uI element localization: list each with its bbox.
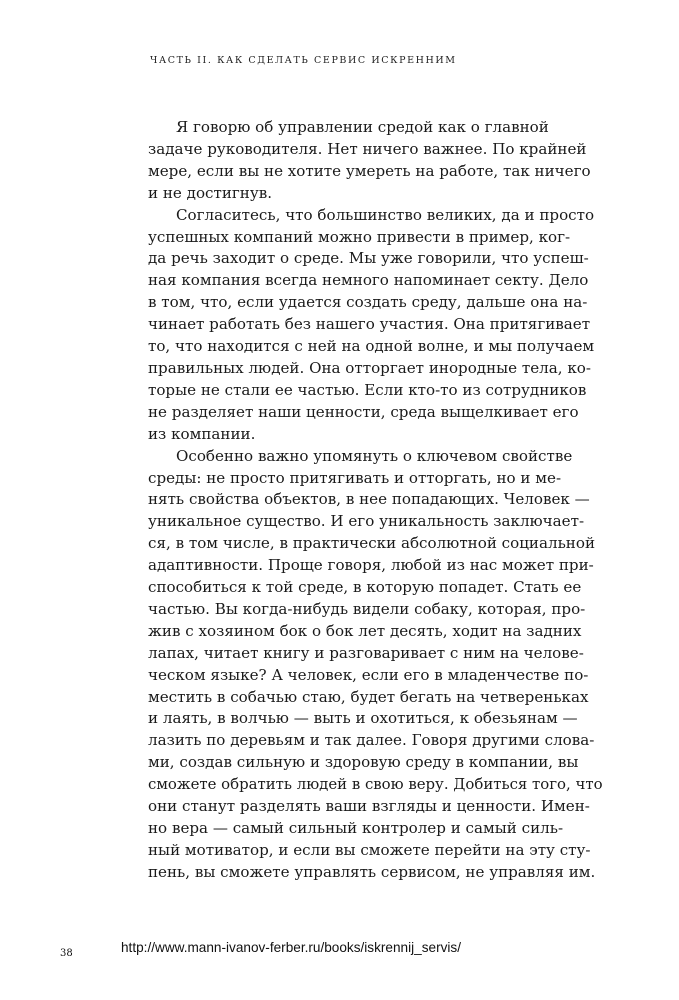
text-line: и лаять, в волчью — выть и охотиться, к обезьянам — bbox=[148, 709, 578, 728]
text-line: Я говорю об управлении средой как о главной bbox=[176, 118, 549, 136]
text-line: лазить по деревьям и так далее. Говоря другими слова- bbox=[148, 731, 595, 750]
text-line: ческом языке? А человек, если его в младенчестве по- bbox=[148, 665, 589, 684]
text-line: Согласитесь, что большинство великих, да и просто bbox=[176, 205, 595, 224]
text-line: жив с хозяином бок о бок лет десять, ходит на задних bbox=[148, 621, 582, 640]
text-line: местить в собачью стаю, будет бегать на четвереньках bbox=[148, 687, 589, 706]
text-line: адаптивности. Проще говоря, любой из нас может при- bbox=[148, 556, 594, 575]
text-line: Особенно важно упомянуть о ключевом свойстве bbox=[176, 446, 573, 465]
text-line: ми, создав сильную и здоровую среду в компании, вы bbox=[148, 753, 579, 772]
text-line: ный мотиватор, и если вы сможете перейти на эту сту- bbox=[148, 840, 591, 859]
text-line: правильных людей. Она отторгает инородные тела, ко- bbox=[148, 358, 591, 377]
text-line: ся, в том числе, в практически абсолютной социальной bbox=[148, 534, 595, 553]
text-line: не разделяет наши ценности, среда выщелкивает его bbox=[148, 402, 579, 421]
text-line: да речь заходит о среде. Мы уже говорили, что успеш- bbox=[148, 249, 589, 268]
text-line: нять свойства объектов, в нее попадающих. Человек — bbox=[148, 490, 590, 509]
text-line: ная компания всегда немного напоминает секту. Дело bbox=[148, 271, 589, 290]
text-line: мере, если вы не хотите умереть на работе, так ничего bbox=[148, 161, 591, 180]
text-line: в том, что, если удается создать среду, дальше она на- bbox=[148, 293, 588, 312]
text-line: пень, вы сможете управлять сервисом, не управляя им. bbox=[148, 862, 596, 881]
text-line: но вера — самый сильный контролер и самый силь- bbox=[148, 819, 564, 837]
text-line: из компании. bbox=[148, 424, 256, 443]
text-line: лапах, читает книгу и разговаривает с ним на челове- bbox=[148, 643, 584, 662]
page-number: 38 bbox=[60, 948, 73, 959]
text-line: торые не стали ее частью. Если кто-то из сотрудников bbox=[148, 380, 587, 399]
text-line: среды: не просто притягивать и отторгать, но и ме- bbox=[148, 468, 562, 487]
text-line: задаче руководителя. Нет ничего важнее. По крайней bbox=[148, 139, 587, 158]
text-line: они станут разделять ваши взгляды и ценности. Имен- bbox=[148, 797, 590, 816]
text-line: успешных компаний можно привести в пример, ког- bbox=[148, 227, 571, 246]
text-line: и не достигнув. bbox=[148, 183, 273, 202]
text-line: частью. Вы когда-нибудь видели собаку, которая, про- bbox=[148, 599, 586, 618]
text-line: то, что находится с ней на одной волне, и мы получаем bbox=[148, 337, 595, 356]
text-line: уникальное существо. И его уникальность заключает- bbox=[148, 512, 585, 531]
body-text bbox=[148, 117, 608, 884]
text-line: способиться к той среде, в которую попадет. Стать ее bbox=[148, 578, 582, 597]
running-header: ЧАСТЬ II. КАК СДЕЛАТЬ СЕРВИС ИСКРЕННИМ bbox=[150, 55, 457, 66]
source-url: http://www.mann-ivanov-ferber.ru/books/iskrennij_servis/ bbox=[121, 940, 461, 955]
text-line: сможете обратить людей в свою веру. Добиться того, что bbox=[148, 775, 603, 794]
text-line: чинает работать без нашего участия. Она притягивает bbox=[148, 315, 591, 334]
